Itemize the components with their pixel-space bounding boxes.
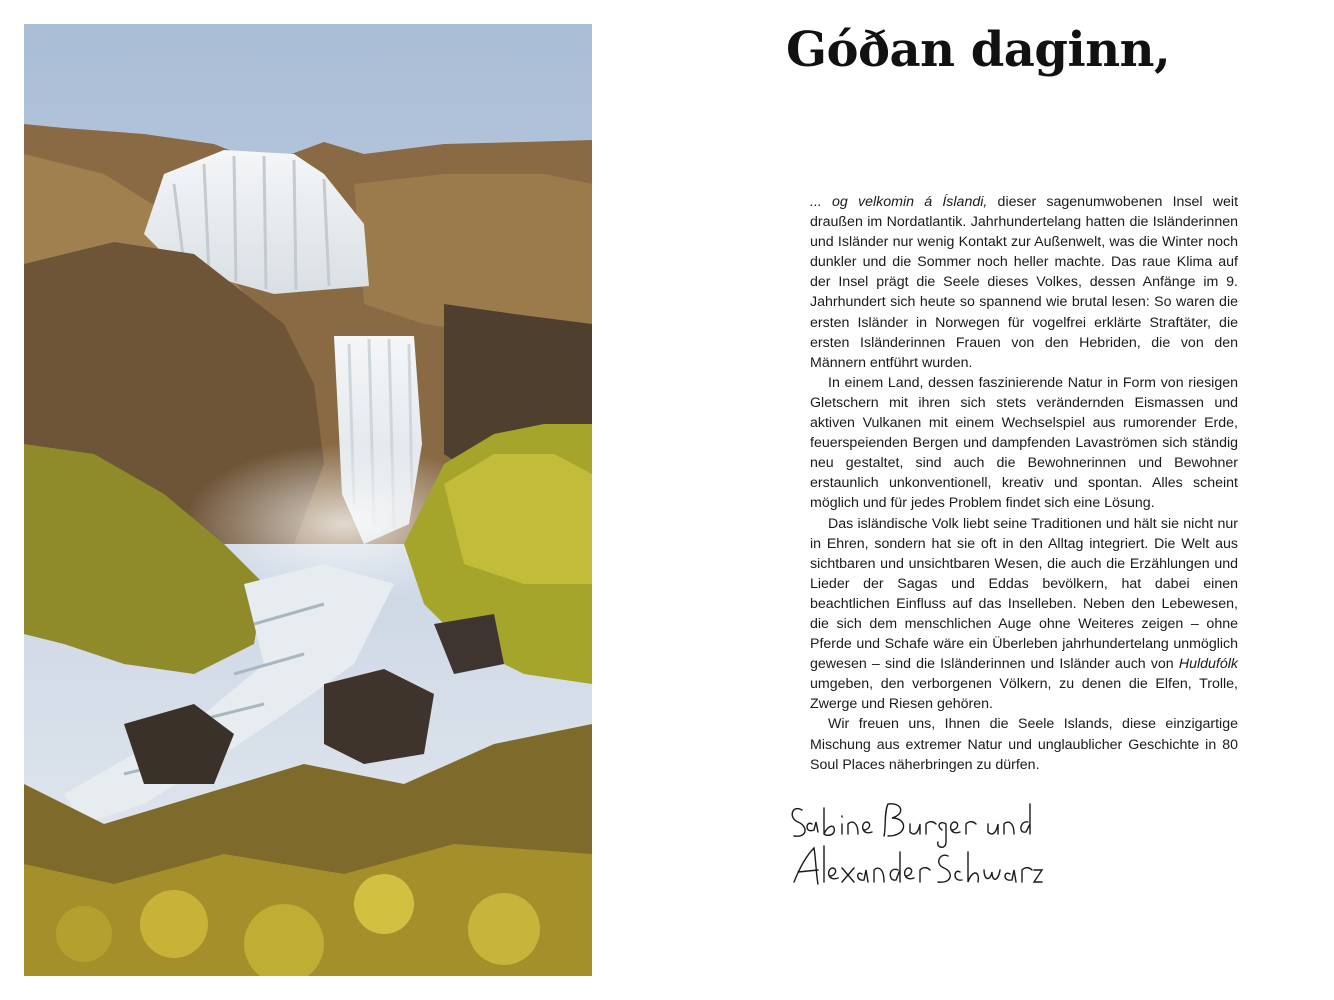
waterfall-photo [24,24,592,976]
paragraph: ... og velkomin á Íslandi, dieser sagenumwobenen Insel weit draußen im Nordatlantik. Jahrhundertelang hatten die Isländerinnen und Isländer nur wenig Kontakt zur Außenwelt, was die Winter noch dunkler und die Sommer noch heller machte. Das raue Klima auf der Insel prägt die Seele dieses Volkes, dessen Anfänge im 9. Jahrhundert sich heute so spannend wie brutal lesen: So waren die ersten Isländer in Norwegen für vogelfrei erklärte Straftäter, die ersten Isländerinnen Frauen von den Hebriden, die von den Männern entführt wurden. [810,194,1239,371]
paragraph: In einem Land, dessen faszinierende Natur in Form von riesigen Gletschern mit ihren sich stets verändernden Eismassen und aktiven Vulkanen mit einem Wechselspiel aus rumorender Erde, feuerspeienden Bergen und dampfenden Lavaströmen sich ständig neu gestaltet, sind auch die Bewohnerinnen und Bewohner erstaunlich unkonventionell, kreativ und spontan. Alles scheint möglich und für jedes Problem findet sich eine Lösung. [810,374,1238,512]
italic-term: Huldufólk [1178,656,1238,673]
body-text [810,192,1238,775]
page-title: Góðan daginn, [786,22,1171,78]
italic-phrase: ... og velkomin á Íslandi, [810,194,988,210]
handwritten-signature [784,790,1044,900]
paragraph: Das isländische Volk liebt seine Traditionen und hält sie nicht nur in Ehren, sondern hat sie oft in den Alltag integriert. Die Welt aus sichtbaren und unsichtbaren Wesen, die auch die Erzählungen und Lieder der Sagas und Eddas bevölkern, hat dabei einen beachtlichen Einfluss auf das Inselleben. Neben den Lebewesen, die sich dem menschlichen Auge ohne Weiteres zeigen – ohne Pferde und Schafe wäre ein Überleben jahrhundertelang unmöglich gewesen – sind die Isländerinnen und Isländer auch von Huldufólk umgeben, den verborgenen Völkern, zu denen die Elfen, Trolle, Zwerge und Riesen gehören. [810,515,1238,713]
paragraph: Wir freuen uns, Ihnen die Seele Islands, diese einzigartige Mischung aus extremer Natur und unglaublicher Geschichte in 80 Soul Places näherbringen zu dürfen. [810,716,1238,773]
